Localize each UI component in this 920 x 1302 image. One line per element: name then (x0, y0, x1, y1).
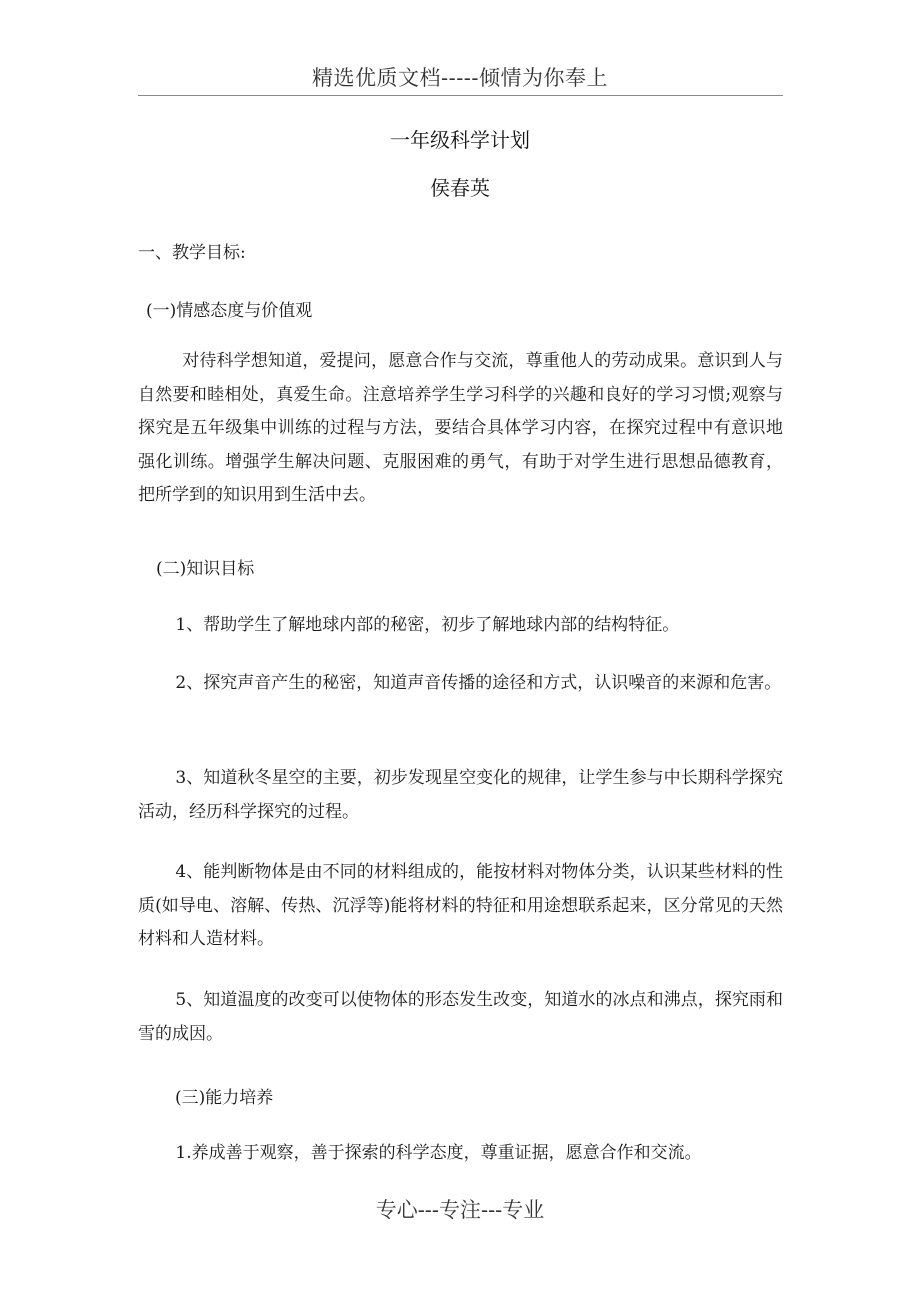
knowledge-item-1: 1、帮助学生了解地球内部的秘密，初步了解地球内部的结构特征。 (175, 615, 680, 635)
ability-item-1: 1.养成善于观察，善于探索的科学态度，尊重证据，愿意合作和交流。 (175, 1143, 702, 1163)
document-author: 侯春英 (430, 176, 490, 200)
page-header: 精选优质文档-----倾情为你奉上 (312, 66, 608, 90)
document-title: 一年级科学计划 (390, 128, 530, 152)
subheading-ability: (三)能力培养 (175, 1088, 274, 1108)
paragraph-attitude: 对待科学想知道，爱提问，愿意合作与交流，尊重他人的劳动成果。意识到人与自然要和睦相处，真爱生命。注意培养学生学习科学的兴趣和良好的学习习惯;观察与探究是五年级集中训练的过程与方法，要结合具体学习内容，在探究过程中有意识地强化训练。增强学生解决问题、克服困难的勇气，有助于对学生进行思想品德教育，把所学到的知识用到生活中去。 (138, 351, 783, 505)
subheading-attitude: (一)情感态度与价值观 (146, 301, 313, 321)
knowledge-item-5: 5、知道温度的改变可以使物体的形态发生改变，知道水的冰点和沸点，探究雨和雪的成因。 (138, 990, 783, 1044)
page-footer: 专心---专注---专业 (375, 1198, 545, 1222)
knowledge-item-4: 4、能判断物体是由不同的材料组成的，能按材料对物体分类，认识某些材料的性质(如导电、溶解、传热、沉浮等)能将材料的特征和用途想联系起来，区分常见的天然材料和人造材料。 (138, 862, 783, 949)
section-heading-goals: 一、教学目标: (138, 243, 246, 263)
subheading-knowledge: (二)知识目标 (156, 559, 255, 579)
knowledge-item-3: 3、知道秋冬星空的主要，初步发现星空变化的规律，让学生参与中长期科学探究活动，经历科学探究的过程。 (138, 768, 783, 822)
header-divider (138, 95, 783, 96)
knowledge-item-2: 2、探究声音产生的秘密，知道声音传播的途径和方式，认识噪音的来源和危害。 (175, 673, 782, 693)
